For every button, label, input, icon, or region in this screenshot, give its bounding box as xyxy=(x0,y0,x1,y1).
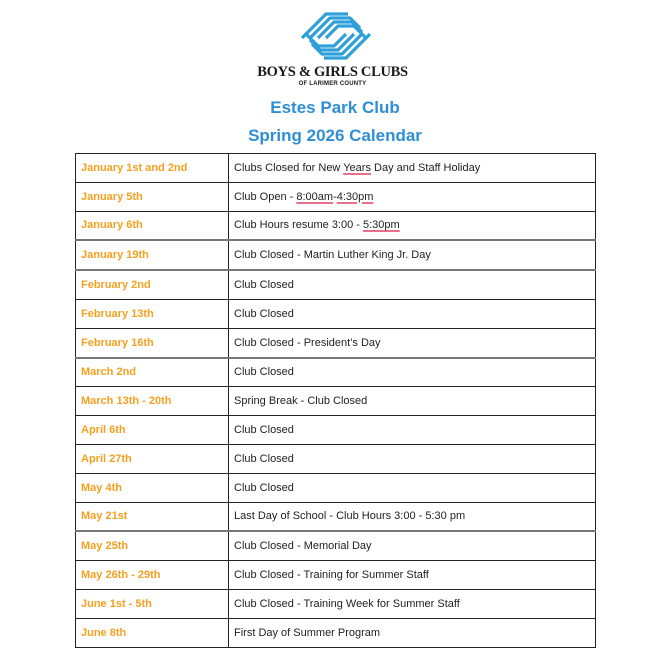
boys-girls-clubs-logo-icon xyxy=(296,8,376,64)
event-description xyxy=(229,182,596,211)
table-row xyxy=(76,473,596,502)
org-subtitle: OF LARIMER COUNTY xyxy=(298,81,367,87)
spellcheck-flagged-text: 4:30pm xyxy=(336,190,374,203)
spellcheck-flagged-text: 8:00am xyxy=(296,190,334,203)
page-subtitle: Spring 2026 Calendar xyxy=(248,126,422,145)
event-description: Club Closed xyxy=(229,473,596,502)
table-row xyxy=(76,299,596,328)
event-date: May 26th - 29th xyxy=(76,561,229,590)
event-date: January 6th xyxy=(76,211,229,240)
event-date: May 25th xyxy=(76,531,229,560)
event-description xyxy=(229,154,596,183)
event-description: Club Closed xyxy=(229,444,596,473)
page-title: Estes Park Club xyxy=(270,98,400,117)
table-row xyxy=(76,502,596,531)
event-description: Club Closed xyxy=(229,416,596,445)
event-description xyxy=(229,211,596,240)
calendar-table xyxy=(75,153,596,648)
event-date: May 4th xyxy=(76,473,229,502)
description-text: Club Hours resume 3:00 - xyxy=(234,219,363,232)
event-description: Spring Break - Club Closed xyxy=(229,387,596,416)
table-row xyxy=(76,561,596,590)
table-row xyxy=(76,531,596,560)
description-text: Clubs Closed for New xyxy=(234,161,344,174)
event-description: Club Closed xyxy=(229,270,596,299)
table-row xyxy=(76,182,596,211)
event-description: Club Closed - Training for Summer Staff xyxy=(229,561,596,590)
event-description: Club Closed xyxy=(229,299,596,328)
table-row xyxy=(76,444,596,473)
table-row xyxy=(76,240,596,270)
event-date: January 19th xyxy=(76,240,229,270)
event-date: June 1st - 5th xyxy=(76,589,229,618)
description-text: Day and Staff Holiday xyxy=(370,161,481,174)
table-row xyxy=(76,270,596,299)
event-date: January 1st and 2nd xyxy=(76,154,229,183)
event-description: Club Closed - President’s Day xyxy=(229,328,596,357)
event-date: April 27th xyxy=(76,444,229,473)
table-row xyxy=(76,387,596,416)
table-row xyxy=(76,618,596,647)
event-description: Club Closed - Martin Luther King Jr. Day xyxy=(229,240,596,270)
event-date: January 5th xyxy=(76,182,229,211)
event-description: Club Closed - Training Week for Summer Staff xyxy=(229,589,596,618)
spellcheck-flagged-text: 5:30pm xyxy=(363,219,400,232)
event-date: February 13th xyxy=(76,299,229,328)
table-row xyxy=(76,328,596,357)
org-name: BOYS & GIRLS CLUBS xyxy=(257,64,408,80)
event-description: First Day of Summer Program xyxy=(229,618,596,647)
event-date: June 8th xyxy=(76,618,229,647)
spellcheck-flagged-text: Years xyxy=(343,161,371,174)
event-date: April 6th xyxy=(76,416,229,445)
event-date: May 21st xyxy=(76,502,229,531)
table-row xyxy=(76,211,596,240)
event-date: February 16th xyxy=(76,328,229,357)
event-description: Club Closed - Memorial Day xyxy=(229,531,596,560)
description-text: - xyxy=(333,190,337,203)
table-row xyxy=(76,154,596,183)
event-date: March 13th - 20th xyxy=(76,387,229,416)
event-date: February 2nd xyxy=(76,270,229,299)
event-description: Last Day of School - Club Hours 3:00 - 5:30 pm xyxy=(229,502,596,531)
table-row xyxy=(76,358,596,387)
event-description: Club Closed xyxy=(229,358,596,387)
table-row xyxy=(76,589,596,618)
event-date: March 2nd xyxy=(76,358,229,387)
table-row xyxy=(76,416,596,445)
description-text: Club Open - xyxy=(234,190,297,203)
